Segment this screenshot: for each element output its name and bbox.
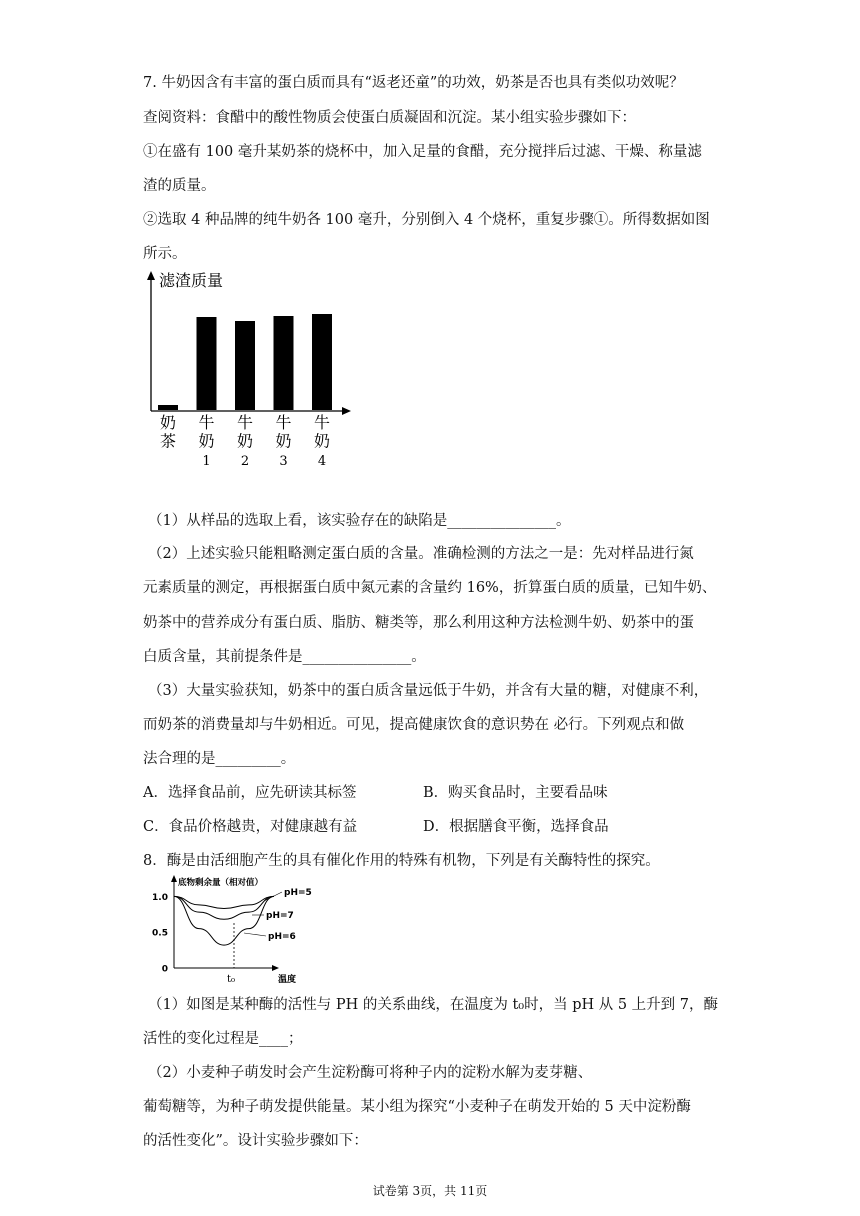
line-y-tick-3: 0 [161, 964, 168, 975]
bar-label-5-3: 4 [317, 454, 327, 469]
q8-sub-2: 活性的变化过程是____； [143, 1031, 303, 1047]
series-line-ph-7 [174, 896, 274, 919]
q7-sub-8: 法合理的是_________。 [143, 751, 296, 767]
option-b: B．购买食品时，主要看品味 [423, 785, 608, 801]
series-line-ph-6 [174, 896, 274, 945]
q7-sub-2: （2）上述实验只能粗略测定蛋白质的含量。准确检测的方法之一是：先对样品进行氮 [148, 546, 694, 562]
series-leader-3 [244, 933, 266, 936]
bar-label-1-1: 奶 [159, 413, 177, 432]
q7-line-3: ①在盛有 100 毫升某奶茶的烧杯中，加入足量的食醋，充分搅拌后过滤、干燥、称量滤 [143, 144, 702, 160]
line-y-axis [171, 875, 177, 968]
series-label-ph-5: pH=5 [284, 888, 312, 898]
bar-label-2-2: 奶 [198, 431, 215, 451]
bar-label-2-3: 1 [202, 454, 211, 469]
q7-line-6: 所示。 [143, 246, 187, 262]
bar-label-3-1: 牛 [236, 413, 254, 432]
line-y-tick-1: 1.0 [152, 892, 168, 903]
bar-label-5-2: 奶 [313, 431, 331, 451]
q7-line-4: 渣的质量。 [143, 178, 216, 194]
option-d: D．根据膳食平衡，选择食品 [423, 819, 609, 835]
bar-label-5-1: 牛 [313, 413, 331, 432]
option-c: C．食品价格越贵，对健康越有益 [143, 819, 358, 835]
option-a: A．选择食品前，应先研读其标签 [143, 785, 357, 801]
bar-label-3-2: 奶 [236, 431, 254, 451]
series-label-ph-7: pH=7 [266, 911, 294, 921]
q7-sub-3: 元素质量的测定，再根据蛋白质中氮元素的含量约 16%，折算蛋白质的质量，已知牛奶、 [143, 580, 717, 596]
series-label-ph-6: pH=6 [268, 932, 296, 942]
filter-residue-bar-chart [140, 266, 360, 476]
bar-label-2-1: 牛 [198, 413, 215, 432]
q8-sub-4: 葡萄糖等，为种子萌发提供能量。某小组为探究“小麦种子在萌发开始的 5 天中淀粉酶 [143, 1099, 691, 1115]
line-x-marker-label: t₀ [227, 974, 236, 985]
q7-sub-5: 白质含量，其前提条件是_______________。 [143, 649, 426, 665]
q7-line-2: 查阅资料：食醋中的酸性物质会使蛋白质凝固和沉淀。某小组实验步骤如下： [143, 110, 636, 126]
line-x-axis [174, 965, 279, 971]
q7-sub-6: （3）大量实验获知，奶茶中的蛋白质含量远低于牛奶，并含有大量的糖，对健康不利， [148, 683, 709, 699]
bar-label-4-1: 牛 [275, 413, 292, 432]
q8-intro: 8．酶是由活细胞产生的具有催化作用的特殊有机物，下列是有关酶特性的探究。 [143, 853, 660, 869]
q7-sub-1: （1）从样品的选取上看，该实验存在的缺陷是_______________。 [148, 513, 571, 529]
q8-sub-1: （1）如图是某种酶的活性与 PH 的关系曲线，在温度为 t₀时，当 pH 从 5 上升到 7，酶 [148, 997, 719, 1013]
bar-y-axis [147, 271, 155, 411]
bar-label-3-3: 2 [240, 454, 250, 469]
line-x-axis-label: 温度 [278, 975, 297, 985]
enzyme-substrate-line-chart [146, 873, 318, 989]
q8-sub-5: 的活性变化”。设计实验步骤如下： [143, 1133, 368, 1149]
bar-label-1-2: 茶 [159, 431, 177, 451]
q8-sub-3: （2）小麦种子萌发时会产生淀粉酶可将种子内的淀粉水解为麦芽糖、 [148, 1065, 593, 1081]
bar-2 [197, 317, 217, 410]
bar-5 [312, 314, 332, 410]
bar-label-4-3: 3 [279, 454, 288, 469]
q7-line-1: 7. 牛奶因含有丰富的蛋白质而具有“返老还童”的功效，奶茶是否也具有类似功效呢？ [143, 75, 684, 91]
bar-label-4-2: 奶 [275, 431, 292, 451]
line-chart-title: 底物剩余量（相对值） [178, 878, 264, 888]
line-y-tick-2: 0.5 [152, 928, 168, 939]
q7-sub-7: 而奶茶的消费量却与牛奶相近。可见，提高健康饮食的意识势在 必行。下列观点和做 [143, 717, 685, 733]
q7-sub-4: 奶茶中的营养成分有蛋白质、脂肪、糖类等，那么利用这种方法检测牛奶、奶茶中的蛋 [143, 615, 694, 631]
bar-y-axis-label: 滤渣质量 [159, 271, 224, 290]
bar-3 [235, 321, 255, 410]
bar-1 [158, 405, 178, 410]
bar-4 [274, 316, 294, 410]
q7-line-5: ②选取 4 种品牌的纯牛奶各 100 毫升，分别倒入 4 个烧杯，重复步骤①。所得数据如图 [143, 212, 710, 228]
page-footer: 试卷第 3页，共 11页 [372, 1184, 488, 1198]
